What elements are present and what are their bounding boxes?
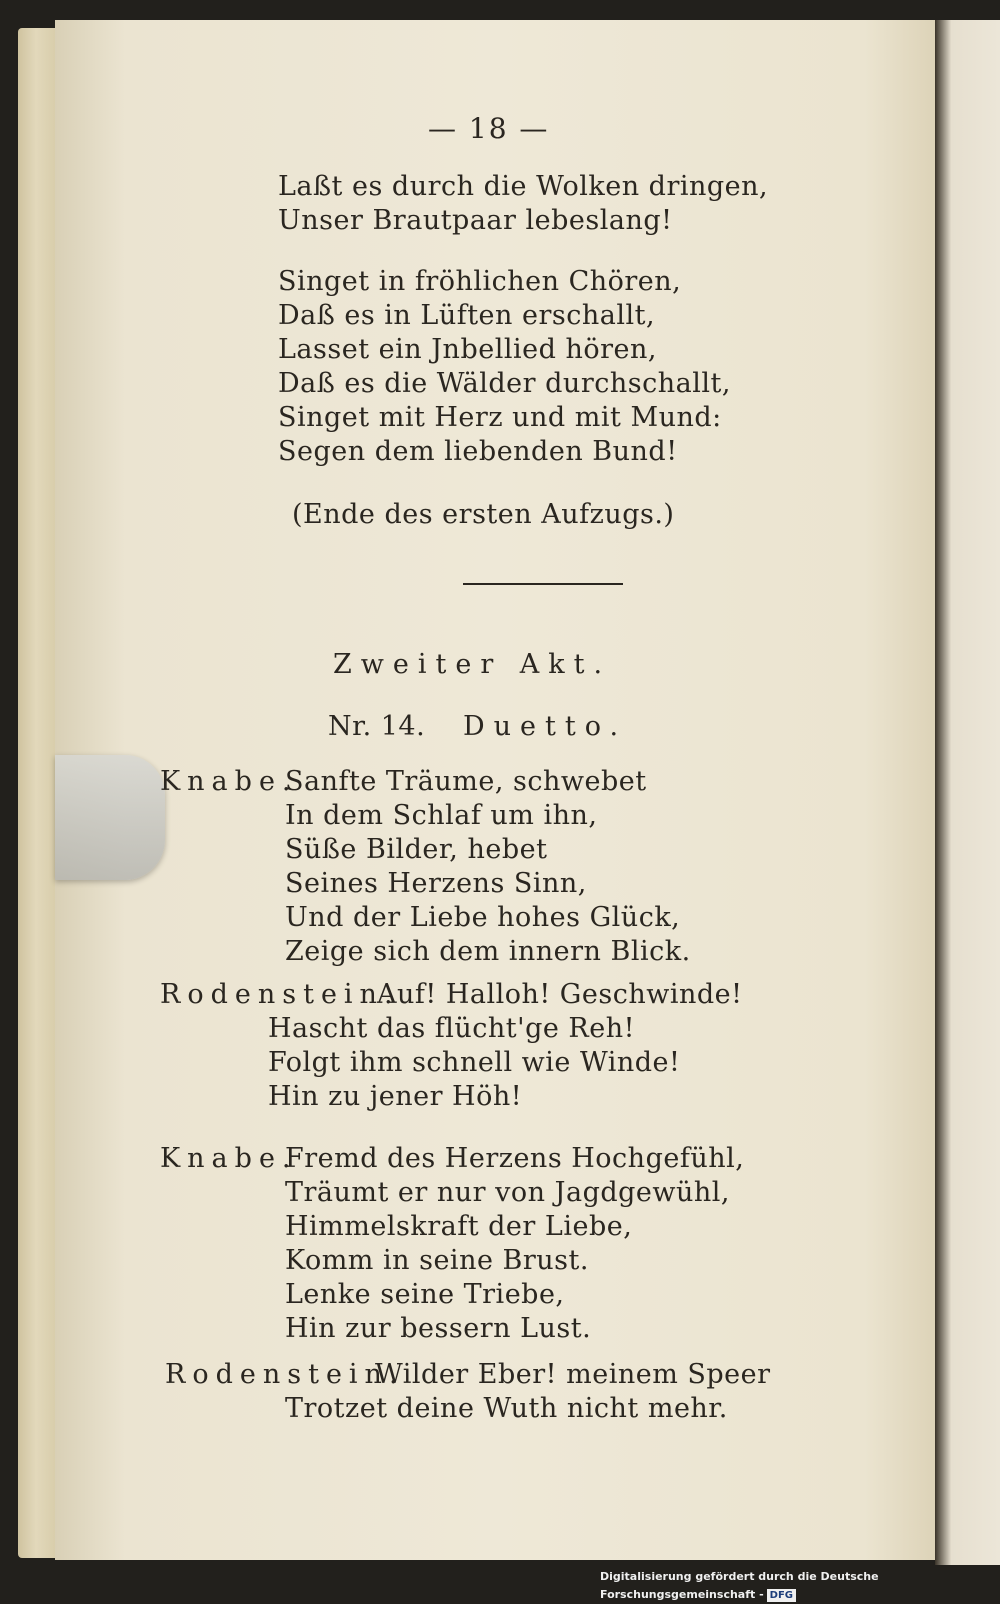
verse-line: Singet in fröhlichen Chören, (278, 266, 682, 297)
verse-line: Daß es in Lüften erschallt, (278, 300, 656, 331)
verse-line: Träumt er nur von Jagdgewühl, (285, 1177, 731, 1208)
number-label: Nr. 14. (328, 711, 426, 742)
verse-line: Fremd des Herzens Hochgefühl, (285, 1143, 745, 1174)
verse-line: Laßt es durch die Wolken dringen, (278, 171, 769, 202)
verse-line: Komm in seine Brust. (285, 1245, 589, 1276)
verse-line: Singet mit Herz und mit Mund: (278, 402, 722, 433)
section-divider (463, 583, 623, 585)
verse-line: Segen dem liebenden Bund! (278, 436, 678, 467)
act-title: Zweiter Akt. (333, 649, 612, 680)
verse-line: Lasset ein Jnbellied hören, (278, 334, 657, 365)
stage-direction: (Ende des ersten Aufzugs.) (292, 499, 675, 530)
verse-line: Sanfte Träume, schwebet (285, 766, 647, 797)
book-page (55, 20, 935, 1560)
speaker-name: Rodenstein. (165, 1359, 405, 1390)
page-number: — 18 — (428, 112, 550, 145)
verse-line: Hascht das flücht'ge Reh! (268, 1013, 635, 1044)
verse-line: Wilder Eber! meinem Speer (375, 1359, 771, 1390)
speaker-name: Knabe. (160, 1143, 298, 1174)
verse-line: Auf! Halloh! Geschwinde! (377, 979, 743, 1010)
verse-line: Daß es die Wälder durchschallt, (278, 368, 731, 399)
speaker-name: Knabe. (160, 766, 298, 797)
verse-line: Hin zur bessern Lust. (285, 1313, 592, 1344)
verse-line: Himmelskraft der Liebe, (285, 1211, 633, 1242)
facing-page-edge (935, 20, 1000, 1565)
verse-line: Trotzet deine Wuth nicht mehr. (285, 1393, 728, 1424)
verse-line: In dem Schlaf um ihn, (285, 800, 598, 831)
verse-line: Lenke seine Triebe, (285, 1279, 565, 1310)
dfg-logo: DFG (767, 1589, 796, 1602)
verse-line: Zeige sich dem innern Blick. (285, 936, 691, 967)
book-edge-left (18, 28, 58, 1558)
footer-text: Digitalisierung gefördert durch die Deutsche Forschungsgemeinschaft - (600, 1570, 879, 1601)
verse-line: Hin zu jener Höh! (268, 1081, 523, 1112)
digitization-footer (600, 1568, 1000, 1601)
verse-line: Süße Bilder, hebet (285, 834, 548, 865)
verse-line: Folgt ihm schnell wie Winde! (268, 1047, 681, 1078)
number-title: Duetto. (463, 711, 628, 742)
verse-line: Unser Brautpaar lebeslang! (278, 205, 673, 236)
page-clip (55, 755, 165, 880)
verse-line: Und der Liebe hohes Glück, (285, 902, 681, 933)
verse-line: Seines Herzens Sinn, (285, 868, 587, 899)
speaker-name: Rodenstein. (160, 979, 400, 1010)
